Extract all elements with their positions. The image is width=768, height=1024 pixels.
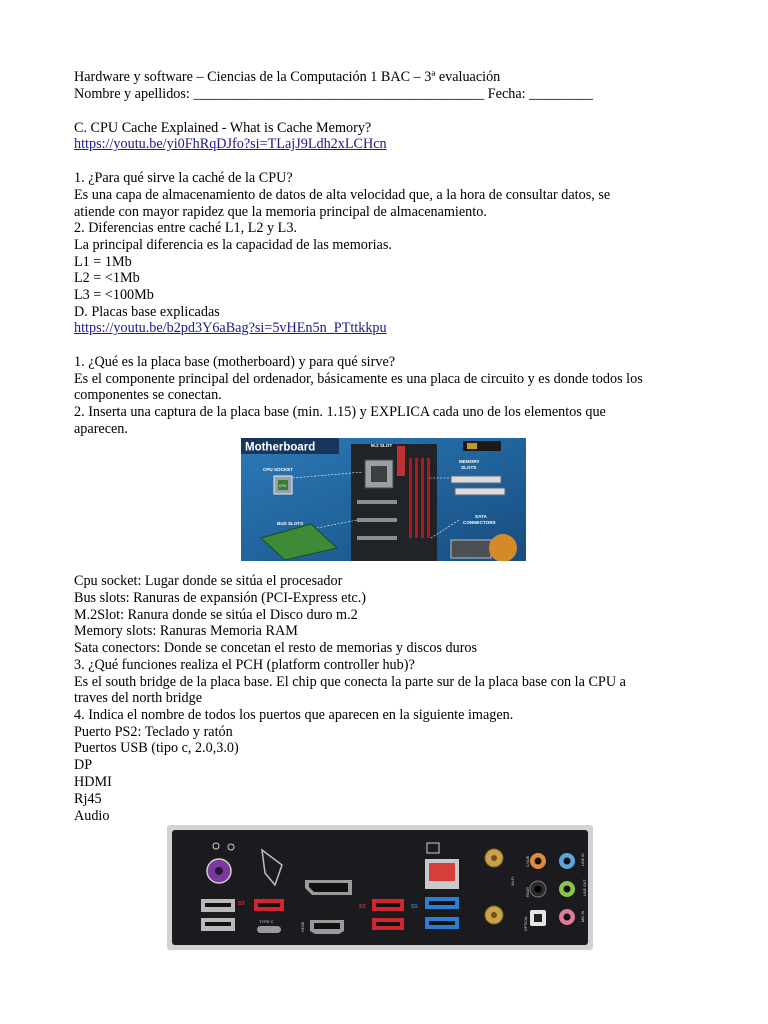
section-d-answer-3-line-1: Es el south bridge de la placa base. El chip que conecta la parte sur de la placa base con la CPU a bbox=[74, 674, 626, 690]
section-d-heading: D. Placas base explicadas bbox=[74, 304, 220, 320]
ram-slot-2 bbox=[415, 458, 418, 538]
c-sub-label: C/SUB bbox=[526, 856, 530, 867]
element-item-4: Memory slots: Ranuras Memoria RAM bbox=[74, 623, 298, 639]
section-c-answer-2: La principal diferencia es la capacidad de las memorias. bbox=[74, 237, 392, 253]
port-item-6: Audio bbox=[74, 808, 110, 824]
cache-l2: L2 = <1Mb bbox=[74, 270, 140, 286]
cpu-socket-label: CPU SOCKET bbox=[263, 467, 294, 472]
hdmi-label: HDMI bbox=[300, 921, 305, 932]
ram-slot-1 bbox=[409, 458, 412, 538]
usb2-port-bottom-tongue bbox=[205, 922, 231, 926]
document-title: Hardware y software – Ciencias de la Computación 1 BAC – 3ª evaluación bbox=[74, 69, 501, 85]
sata-label-line-2: CONNECTORS bbox=[463, 520, 496, 525]
audio-rear-jack-hole bbox=[535, 886, 542, 893]
usb31-pair-port-top-tongue bbox=[376, 903, 400, 907]
port-item-2: Puertos USB (tipo c, 2.0,3.0) bbox=[74, 740, 239, 756]
element-item-3: M.2Slot: Ranura donde se sitúa el Disco duro m.2 bbox=[74, 607, 358, 623]
section-c-question-2: 2. Diferencias entre caché L1, L2 y L3. bbox=[74, 220, 297, 236]
optical-spdif-port-opening bbox=[534, 914, 542, 922]
ps2-port-key bbox=[215, 867, 223, 875]
section-d-video-link[interactable]: https://youtu.be/b2pd3Y6aBag?si=5vHEn5n_PTttkkpu bbox=[74, 320, 387, 336]
cpu-chip-shape bbox=[371, 466, 387, 482]
rear-label: REAR bbox=[526, 887, 530, 897]
port-item-3: DP bbox=[74, 757, 93, 773]
usb3-ss-label: SS bbox=[411, 904, 418, 910]
memory-slots-label-line-1: MEMORY bbox=[459, 459, 480, 464]
pcie-slot-3 bbox=[357, 536, 397, 540]
optical-label: OPTICAL bbox=[524, 915, 528, 931]
displayport-port-opening bbox=[309, 883, 348, 892]
section-c-answer-1-line-1: Es una capa de almacenamiento de datos de alta velocidad que, a la hora de consultar datos, se bbox=[74, 187, 611, 203]
wifi-label: Wi-Fi bbox=[510, 876, 515, 886]
section-d-answer-1-line-1: Es el componente principal del ordenador, básicamente es una placa de circuito y es donde todos los bbox=[74, 371, 643, 387]
audio-mic-in-jack-hole bbox=[564, 914, 571, 921]
section-d-answer-3-line-2: traves del north bridge bbox=[74, 690, 203, 706]
port-item-4: HDMI bbox=[74, 774, 112, 790]
usb2-port-top-tongue bbox=[205, 903, 231, 907]
element-item-1: Cpu socket: Lugar donde se sitúa el procesador bbox=[74, 573, 343, 589]
port-item-1: Puerto PS2: Teclado y ratón bbox=[74, 724, 233, 740]
ram-stick-2 bbox=[455, 488, 505, 495]
section-c-video-link[interactable]: https://youtu.be/yi0FhRqDJfo?si=TLajJ9Ldh2xLCHcn bbox=[74, 136, 387, 152]
io-panel-figure bbox=[167, 825, 593, 950]
section-d-question-4: 4. Indica el nombre de todos los puertos que aparecen en la siguiente imagen. bbox=[74, 707, 514, 723]
rj45-port-opening bbox=[429, 863, 455, 881]
hdmi-port-opening bbox=[314, 923, 340, 929]
line-in-label: LINE IN bbox=[581, 853, 585, 866]
usb3-port-top-tongue bbox=[429, 901, 455, 905]
figure-title: Motherboard bbox=[245, 441, 316, 454]
section-c-heading: C. CPU Cache Explained - What is Cache Memory? bbox=[74, 120, 372, 136]
element-item-2: Bus slots: Ranuras de expansión (PCI-Express etc.) bbox=[74, 590, 366, 606]
wifi-antenna-connector-1-center bbox=[491, 855, 497, 861]
pcie-slot-1 bbox=[357, 500, 397, 504]
section-d-question-2-line-1: 2. Inserta una captura de la placa base (min. 1.15) y EXPLICA cada uno de los elementos que bbox=[74, 404, 606, 420]
memory-slots-label-line-2: SLOTS bbox=[461, 465, 477, 470]
cache-l1: L1 = 1Mb bbox=[74, 254, 132, 270]
element-item-5: Sata conectors: Donde se concetan el resto de memorias y discos duros bbox=[74, 640, 478, 656]
section-c-question-1: 1. ¿Para qué sirve la caché de la CPU? bbox=[74, 170, 293, 186]
ram-slot-4 bbox=[427, 458, 430, 538]
audio-c-sub-jack-hole bbox=[535, 858, 542, 865]
usb31-pair-ss-label: SS bbox=[359, 904, 366, 910]
section-d-question-3: 3. ¿Qué funciones realiza el PCH (platform controller hub)? bbox=[74, 657, 415, 673]
mic-in-label: MIC IN bbox=[581, 910, 585, 922]
bus-slots-label: BUS SLOTS bbox=[277, 521, 304, 526]
section-d-question-1: 1. ¿Qué es la placa base (motherboard) y para qué sirve? bbox=[74, 354, 396, 370]
motherboard-figure bbox=[241, 438, 526, 561]
port-item-5: Rj45 bbox=[74, 791, 102, 807]
audio-line-in-jack-hole bbox=[564, 858, 571, 865]
disk-platter-shape bbox=[489, 534, 517, 561]
usb3-port-bottom-tongue bbox=[429, 921, 455, 925]
section-d-question-2-line-2: aparecen. bbox=[74, 421, 128, 437]
ram-slot-3 bbox=[421, 458, 424, 538]
usb31-ss-label: SS bbox=[238, 901, 245, 907]
section-c-answer-1-line-2: atiende con mayor rapidez que la memoria principal de almacenamiento. bbox=[74, 204, 487, 220]
hdd-thumbnail bbox=[451, 540, 491, 558]
sata-label-line-1: SATA bbox=[475, 514, 487, 519]
wifi-antenna-connector-2-center bbox=[491, 912, 497, 918]
name-date-line: Nombre y apellidos: _________________________________________ Fecha: _________ bbox=[74, 86, 593, 102]
m2-slot-shape bbox=[397, 446, 405, 476]
m2-slot-label: M.2 SLOT bbox=[371, 443, 393, 448]
pcie-slot-2 bbox=[357, 518, 397, 522]
line-out-label: LINE OUT bbox=[583, 879, 587, 896]
typec-label: TYPE C bbox=[259, 919, 274, 924]
usb31-port-tongue bbox=[258, 903, 280, 907]
cache-l3: L3 = <100Mb bbox=[74, 287, 154, 303]
usb31-pair-port-bottom-tongue bbox=[376, 922, 400, 926]
typec-port bbox=[257, 926, 281, 933]
ram-stick-1 bbox=[451, 476, 501, 483]
m2-ssd-chip bbox=[467, 443, 477, 449]
cpu-label: CPU bbox=[279, 484, 287, 488]
section-d-answer-1-line-2: componentes se conectan. bbox=[74, 387, 222, 403]
audio-line-out-jack-hole bbox=[564, 886, 571, 893]
